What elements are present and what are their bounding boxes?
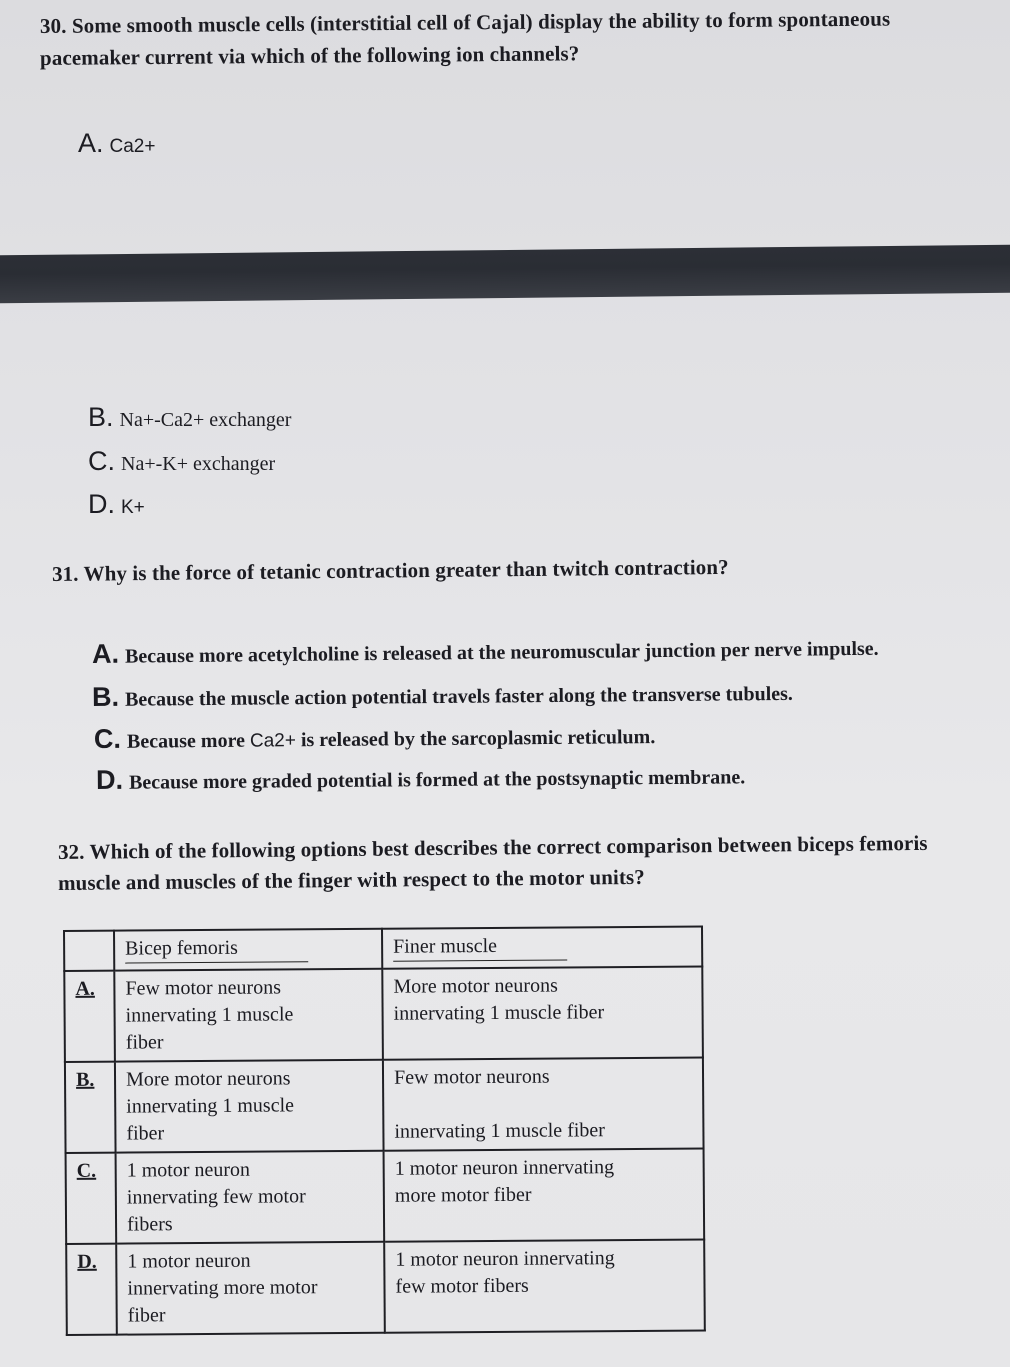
table-header-row <box>64 927 702 971</box>
q31-option-c[interactable] <box>94 721 656 756</box>
option-letter: B. <box>88 402 114 432</box>
option-text: Na+-Ca2+ exchanger <box>119 409 292 431</box>
finer-cell: More motor neurons innervating 1 muscle fiber <box>382 967 703 1060</box>
finer-cell: 1 motor neuron innervating more motor fiber <box>384 1149 705 1242</box>
q30-option-b[interactable] <box>88 404 291 433</box>
option-letter: A. <box>91 638 120 669</box>
option-letter: D. <box>88 489 115 519</box>
q31-title: 31. Why is the force of tetanic contraction greater than twitch contraction? <box>51 554 729 586</box>
option-letter: D. <box>95 764 124 795</box>
photo-dark-band <box>0 245 1010 304</box>
header-empty-cell <box>64 931 114 971</box>
row-label: B. <box>65 1062 116 1153</box>
bicep-cell: More motor neurons innervating 1 muscle fiber <box>115 1060 384 1153</box>
q30-option-d[interactable] <box>88 491 145 521</box>
bicep-cell: 1 motor neuron innervating more motor fiber <box>116 1242 385 1335</box>
option-letter: C. <box>93 723 122 754</box>
table-row[interactable] <box>66 1240 705 1335</box>
option-letter: A. <box>78 128 104 158</box>
row-label: A. <box>64 971 115 1062</box>
finer-cell: Few motor neurons innervating 1 muscle fiber <box>383 1058 704 1151</box>
row-label: D. <box>66 1244 117 1335</box>
header-bicep-femoris: Bicep femoris <box>114 929 382 971</box>
table-row[interactable] <box>66 1149 705 1244</box>
option-text-post: is released by the sarcoplasmic reticulum. <box>295 726 656 752</box>
option-text: K+ <box>121 497 145 518</box>
option-text: Na+-K+ exchanger <box>121 453 276 475</box>
option-text-pre: Because more <box>126 729 251 753</box>
finer-cell: 1 motor neuron innervating few motor fibers <box>384 1240 705 1333</box>
q30-option-a[interactable] <box>78 130 155 160</box>
option-letter: C. <box>88 446 115 476</box>
q32-title-line1: 32. Which of the following options best describes the correct comparison between biceps femoris <box>57 830 928 864</box>
option-text: Ca2+ <box>109 136 156 157</box>
bicep-cell: Few motor neurons innervating 1 muscle fiber <box>114 969 383 1062</box>
option-text: Because more graded potential is formed at the postsynaptic membrane. <box>128 766 746 794</box>
q30-option-c[interactable] <box>88 448 275 477</box>
q31-option-b[interactable] <box>92 678 793 713</box>
option-text: Because the muscle action potential travels faster along the transverse tubules. <box>124 682 793 711</box>
q31-option-a[interactable] <box>92 633 879 670</box>
header-finer-muscle: Finer muscle <box>382 927 702 969</box>
q31-option-d[interactable] <box>96 761 745 796</box>
bicep-cell: 1 motor neuron innervating few motor fibers <box>116 1151 385 1244</box>
q30-title-line2: pacemaker current via which of the following ion channels? <box>39 41 580 70</box>
option-letter: B. <box>91 681 120 712</box>
comparison-table <box>63 926 706 1336</box>
table-row[interactable] <box>64 967 703 1062</box>
table-row[interactable] <box>65 1058 704 1153</box>
q32-title-line2: muscle and muscles of the finger with respect to the motor units? <box>57 864 645 895</box>
option-text-ion: Ca2+ <box>249 730 296 752</box>
q30-title-line1: 30. Some smooth muscle cells (interstitial cell of Cajal) display the ability to form spontaneous <box>39 6 891 38</box>
row-label: C. <box>66 1153 117 1244</box>
option-text: Because more acetylcholine is released at the neuromuscular junction per nerve impulse. <box>124 637 879 668</box>
